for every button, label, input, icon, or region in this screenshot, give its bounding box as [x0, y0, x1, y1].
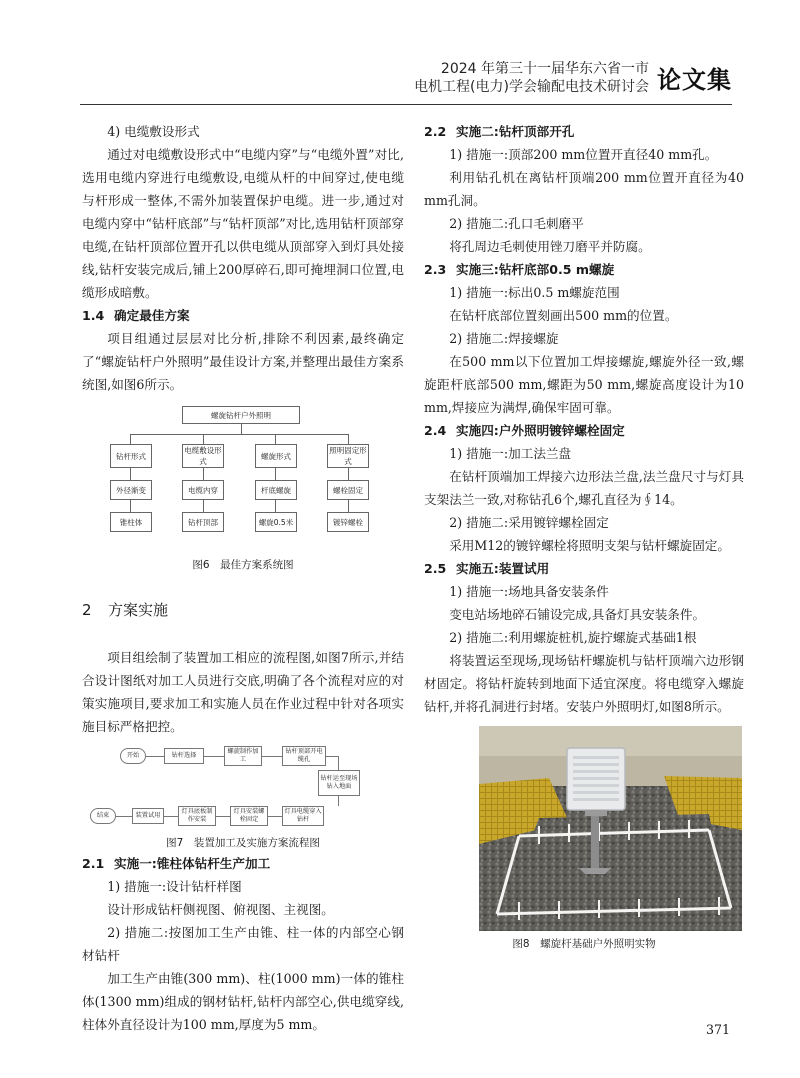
section-title: 实施二:钻杆顶部开孔: [456, 124, 575, 139]
diagram-node: 锥柱体: [110, 512, 152, 532]
paragraph-drill-rod: 加工生产由锥(300 mm)、柱(1000 mm)一体的锥柱体(1300 mm)组成的钢材钻杆,钻杆内部空心,供电缆穿线,柱体外直径设计为100 mm,厚度为5 mm。: [82, 971, 404, 1032]
paragraph: 在500 mm以下位置加工焊接螺旋,螺旋外径一致,螺旋距杆底部500 mm,螺距为50 mm,螺旋高度设计为10 mm,焊接应为满焊,确保牢固可靠。: [424, 354, 744, 415]
flow-node: 灯具电缆穿入钻杆: [282, 806, 324, 826]
diagram-node: 螺旋0.5米: [255, 512, 297, 532]
flow-node: 灯具安装螺栓固定: [230, 806, 268, 826]
diagram-root-node: 螺旋钻杆户外照明: [182, 406, 300, 424]
section-number: 2: [82, 601, 92, 619]
running-header: [414, 60, 732, 96]
header-divider: [80, 104, 732, 105]
diagram-connector: [130, 500, 131, 512]
flow-node: 装置试用: [132, 808, 164, 824]
diagram-node: 杆底螺旋: [255, 480, 297, 500]
diagram-node: 钻杆形式: [110, 444, 152, 468]
paragraph-implementation: 项目组绘制了装置加工相应的流程图,如图7所示,并结合设计图纸对加工人员进行交底,明确了各个流程对应的对策实施项目,要求加工和实施人员在作业过程中针对各项实施目标严格把控。: [82, 650, 404, 734]
section-2-1-heading: [82, 852, 404, 875]
flow-node: 钻杆运至现场钻入地面: [318, 770, 360, 796]
paragraph-best-plan: 项目组通过层层对比分析,排除不利因素,最终确定了“螺旋钻杆户外照明”最佳设计方案,并整理出最佳方案系统图,如图6所示。: [82, 331, 404, 392]
diagram-connector: [130, 434, 348, 435]
measure-line: 在钻杆底部位置刻画出500 mm的位置。: [449, 308, 678, 323]
flow-arrow: [262, 756, 282, 757]
diagram-connector: [348, 434, 349, 444]
flow-node: 钻杆顶部开电缆孔: [282, 746, 326, 766]
flow-node: 螺旋制作加工: [224, 746, 262, 766]
section-number: 2.5: [424, 561, 447, 576]
diagram-connector: [130, 468, 131, 480]
flow-node: 灯具底板制作安装: [178, 806, 216, 826]
section-2-5-heading: [424, 557, 744, 580]
diagram-connector: [203, 500, 204, 512]
diagram-connector: [241, 424, 242, 434]
section-number: 2.1: [82, 856, 105, 871]
header-conference-lines: [414, 60, 649, 96]
measure-line: 变电站场地碎石铺设完成,具备灯具安装条件。: [449, 607, 706, 622]
measure-line: 将孔周边毛刺使用锉刀磨平并防腐。: [449, 239, 651, 254]
section-title: 实施一:锥柱体钻杆生产加工: [114, 856, 271, 871]
diagram-connector: [348, 500, 349, 512]
diagram-node: 钻杆顶部: [182, 512, 224, 532]
measure-line: 2) 措施二:孔口毛刺磨平: [449, 216, 584, 231]
flow-node: 钻杆选择: [164, 748, 204, 764]
paragraph: 利用钻孔机在离钻杆顶端200 mm位置开直径为40 mm孔洞。: [424, 170, 744, 208]
figure-8-photo: [479, 726, 742, 931]
measure-line: 1) 措施一:设计钻杆样图: [107, 879, 242, 894]
diagram-node: 镀锌螺栓: [327, 512, 369, 532]
subsection-title-4: 4) 电缆敷设形式: [107, 124, 200, 139]
section-number: 2.3: [424, 262, 447, 277]
paragraph: 采用M12的镀锌螺栓将照明支架与钻杆螺旋固定。: [449, 538, 730, 553]
diagram-node: 外径渐变: [110, 480, 152, 500]
section-title: 实施三:钻杆底部0.5 m螺旋: [456, 262, 615, 277]
measure-line: 1) 措施一:顶部200 mm位置开直径40 mm孔。: [449, 147, 718, 162]
measure-line: 2) 措施二:按图加工生产由锥、柱一体的内部空心钢材钻杆: [82, 925, 404, 963]
flow-arrow: [146, 756, 164, 757]
diagram-connector: [203, 434, 204, 444]
flow-arrow: [268, 816, 282, 817]
flow-arrow: [204, 756, 224, 757]
diagram-node: 螺栓固定: [327, 480, 369, 500]
header-line-1: 2024 年第三十一届华东六省一市: [440, 61, 649, 77]
flow-arrow: [116, 816, 132, 817]
figure-7-flowchart: [82, 742, 404, 832]
diagram-node: 螺旋形式: [255, 444, 297, 468]
section-number: 2.4: [424, 423, 447, 438]
flow-end-node: 结束: [90, 808, 116, 824]
section-title: 方案实施: [108, 601, 169, 619]
header-proceedings-title: 论文集: [657, 66, 732, 94]
section-number: 2.2: [424, 124, 447, 139]
measure-line: 设计形成钻杆侧视图、俯视图、主视图。: [107, 902, 334, 917]
flow-arrow: [326, 756, 338, 757]
outdoor-light-photo-illustration: [479, 726, 742, 931]
flow-arrow: [338, 796, 339, 806]
measure-line: 2) 措施二:焊接螺旋: [449, 331, 559, 346]
section-2-2-heading: [424, 120, 744, 143]
left-column: [82, 120, 404, 1036]
flow-arrow: [216, 816, 230, 817]
section-title: 确定最佳方案: [114, 308, 190, 323]
measure-line: 1) 措施一:标出0.5 m螺旋范围: [449, 285, 620, 300]
diagram-node: 电缆敷设形式: [182, 444, 224, 468]
page-number: 371: [706, 1022, 731, 1037]
diagram-node: 电缆内穿: [182, 480, 224, 500]
right-column: [424, 120, 744, 953]
flow-arrow: [164, 816, 178, 817]
paragraph-cable-laying: 通过对电缆敷设形式中“电缆内穿”与“电缆外置”对比,选用电缆内穿进行电缆敷设,电缆从杆的中间穿过,使电缆与杆形成一整体,不需外加装置保护电缆。进一步,通过对电缆内穿中“钻杆底部”与“钻杆顶部”对比,选用钻杆顶部穿电缆,在钻杆顶部位置开孔以供电缆从顶部穿入到灯具处接线,钻杆安装完成后,铺上200厚碎石,即可掩埋洞口位置,电缆形成暗敷。: [82, 147, 404, 300]
figure-6-system-diagram: [82, 402, 404, 552]
flow-start-node: 开始: [120, 748, 146, 764]
section-2-4-heading: [424, 419, 744, 442]
section-title: 实施五:装置试用: [456, 561, 550, 576]
figure-7-caption: 图7 装置加工及实施方案流程图: [166, 837, 320, 849]
diagram-connector: [130, 434, 131, 444]
figure-8-caption: 图8 螺旋杆基础户外照明实物: [512, 938, 656, 950]
diagram-node: 照明固定形式: [327, 444, 369, 468]
measure-line: 1) 措施一:场地具备安装条件: [449, 584, 609, 599]
section-title: 实施四:户外照明镀锌螺栓固定: [456, 423, 625, 438]
paragraph: 将装置运至现场,现场钻杆螺旋机与钻杆顶端六边形钢材固定。将钻杆旋转到地面下适宜深度。将电缆穿入螺旋钻杆,并将孔洞进行封堵。安装户外照明灯,如图8所示。: [424, 653, 744, 714]
figure-6-caption: 图6 最佳方案系统图: [192, 559, 294, 571]
diagram-connector: [275, 434, 276, 444]
section-1-4-heading: [82, 304, 404, 327]
flow-arrow: [338, 756, 339, 770]
section-number: 1.4: [82, 308, 105, 323]
measure-line: 2) 措施二:利用螺旋桩机,旋拧螺旋式基础1根: [449, 630, 697, 645]
measure-line: 1) 措施一:加工法兰盘: [449, 446, 572, 461]
paragraph: 在钻杆顶端加工焊接六边形法兰盘,法兰盘尺寸与灯具支架法兰一致,对称钻孔6个,螺孔直径为∮14。: [424, 469, 744, 507]
measure-line: 2) 措施二:采用镀锌螺栓固定: [449, 515, 609, 530]
section-2-3-heading: [424, 258, 744, 281]
diagram-connector: [275, 500, 276, 512]
diagram-connector: [348, 468, 349, 480]
diagram-connector: [275, 468, 276, 480]
section-2-heading: [82, 598, 404, 622]
header-line-2: 电机工程(电力)学会输配电技术研讨会: [414, 79, 649, 95]
diagram-connector: [203, 468, 204, 480]
